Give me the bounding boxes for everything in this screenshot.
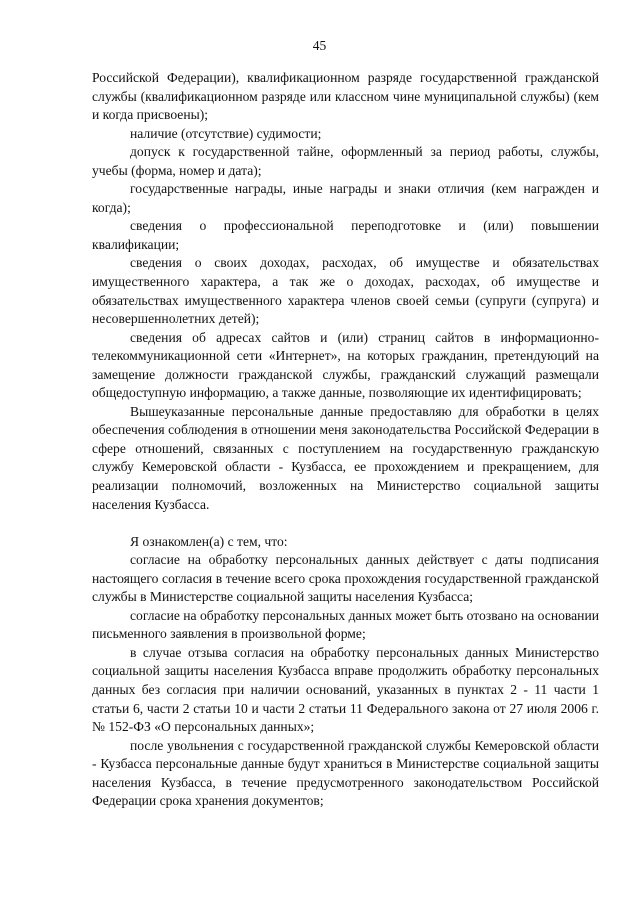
paragraph-processing-after-revocation: в случае отзыва согласия на обработку персональных данных Министерство социальной защиты населения Кузбасса вправе продолжить обработку персональных данных без согласия при наличии оснований, указанных в пунктах 2 - 11 части 1 статьи 6, части 2 статьи 10 и части 2 статьи 11 Федерального закона от 27 июля 2006 г. № 152-ФЗ «О персональных данных»; <box>92 644 599 735</box>
paragraph-retraining: сведения о профессиональной переподготовке и (или) повышении квалификации; <box>92 218 599 252</box>
paragraph-state-awards: государственные награды, иные награды и знаки отличия (кем награжден и когда); <box>92 181 599 215</box>
paragraph-continuation-rank: Российской Федерации), квалификационном разряде государственной гражданской службы (квалификационном разряде или классном чине муниципальной службы) (кем и когда присвоены); <box>92 70 599 123</box>
paragraph-internet-sites: сведения об адресах сайтов и (или) страниц сайтов в информационно-телекоммуникационной сети «Интернет», на которых гражданин, претендуюций на замещение должности гражданской службы, гражданский служащий размещали общедоступную информацию, а также данные, позволяющие их идентифицировать; <box>92 329 599 401</box>
paragraph-consent-duration: согласие на обработку персональных данных действует с даты подписания настоящего согласия в течение всего срока прохождения государственной гражданской службы в Министерстве социальной защиты населения Кузбасса; <box>92 552 599 605</box>
paragraph-state-secret-access: допуск к государственной тайне, оформленный за период работы, службы, учебы (форма, номер и дата); <box>92 144 599 178</box>
paragraph-criminal-record: наличие (отсутствие) судимости; <box>130 125 322 141</box>
paragraph-income-property: сведения о своих доходах, расходах, об имуществе и обязательствах имущественного характера, а так же о доходах, расходах, об имуществе и обязательствах имущественного характера членов своей семьи (супруги (супруга) и несовершеннолетних детей); <box>92 255 599 327</box>
paragraph-consent-revocation: согласие на обработку персональных данных может быть отозвано на основании письменного заявления в произвольной форме; <box>92 607 599 642</box>
document-body <box>92 69 599 811</box>
page-number: 45 <box>312 38 327 53</box>
paragraph-data-purpose: Вышеуказанные персональные данные предоставляю для обработки в целях обеспечения соблюдения в отношении меня законодательства Российской Федерации в сфере отношений, связанных с поступлением на государственную гражданскую службу Кемеровской области - Кузбасса, ее прохождением и прекращением, для реализации полномочий, возложенных на Министерство социальной защиты населения Кузбасса. <box>92 403 599 512</box>
paragraph-acknowledgement-lead: Я ознакомлен(а) с тем, что: <box>130 533 288 549</box>
paragraph-storage-after-dismissal: после увольнения с государственной гражданской службы Кемеровской области - Кузбасса персональные данные будут храниться в Министерстве социальной защиты населения Кузбасса, в течение предусмотренного законодательством Российской Федерации срока хранения документов; <box>92 737 599 809</box>
